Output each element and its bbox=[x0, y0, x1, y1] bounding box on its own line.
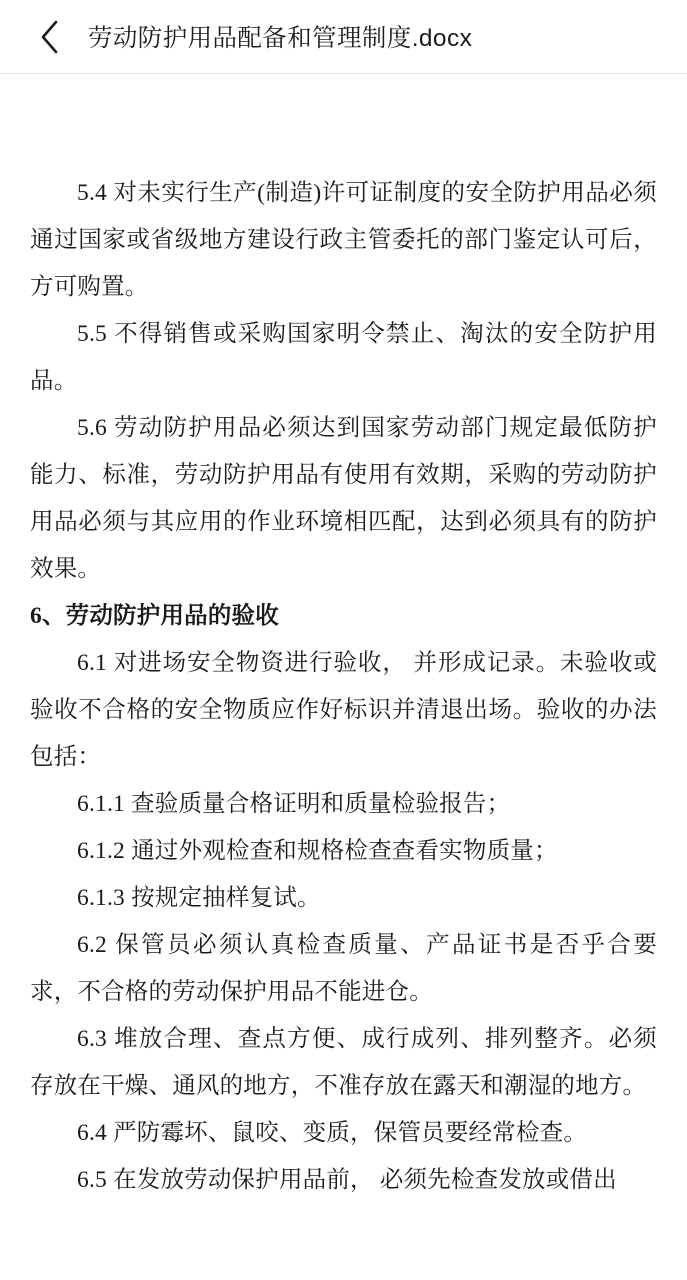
paragraph: 5.5 不得销售或采购国家明令禁止、淘汰的安全防护用品。 bbox=[30, 321, 657, 394]
page-title: 劳动防护用品配备和管理制度.docx bbox=[88, 25, 473, 52]
page-top-spacer bbox=[30, 74, 657, 170]
paragraph: 6.2 保管员必须认真检查质量、产品证书是否乎合要求，不合格的劳动保护用品不能进仓。 bbox=[30, 932, 657, 1005]
document-header bbox=[0, 0, 687, 74]
document-body bbox=[30, 170, 657, 1204]
paragraph: 5.6 劳动防护用品必须达到国家劳动部门规定最低防护能力、标准，劳动防护用品有使用有效期，采购的劳动防护用品必须与其应用的作业环境相匹配，达到必须具有的防护效果。 bbox=[30, 415, 657, 582]
paragraph: 6.1.1 查验质量合格证明和质量检验报告； bbox=[77, 791, 511, 817]
back-button[interactable] bbox=[34, 18, 66, 56]
chevron-left-icon bbox=[40, 20, 60, 54]
paragraph: 6.1.3 按规定抽样复试。 bbox=[77, 885, 321, 911]
paragraph: 6.1.2 通过外观检查和规格检查查看实物质量； bbox=[77, 838, 558, 864]
paragraph: 5.4 对未实行生产(制造)许可证制度的安全防护用品必须通过国家或省级地方建设行政主管委托的部门鉴定认可后，方可购置。 bbox=[30, 180, 657, 300]
paragraph: 6.3 堆放合理、查点方便、成行成列、排列整齐。必须存放在干燥、通风的地方，不准存放在露天和潮湿的地方。 bbox=[30, 1026, 657, 1099]
page-bottom-mask bbox=[0, 1262, 687, 1280]
paragraph: 6.4 严防霉坏、鼠咬、变质，保管员要经常检查。 bbox=[77, 1120, 588, 1146]
section-heading: 6、劳动防护用品的验收 bbox=[30, 603, 279, 629]
document-page bbox=[0, 74, 687, 1279]
paragraph: 6.1 对进场安全物资进行验收， 并形成记录。未验收或验收不合格的安全物质应作好标识并清退出场。验收的办法包括： bbox=[30, 650, 657, 770]
paragraph: 6.5 在发放劳动保护用品前， 必须先检查发放或借出 bbox=[77, 1167, 617, 1193]
